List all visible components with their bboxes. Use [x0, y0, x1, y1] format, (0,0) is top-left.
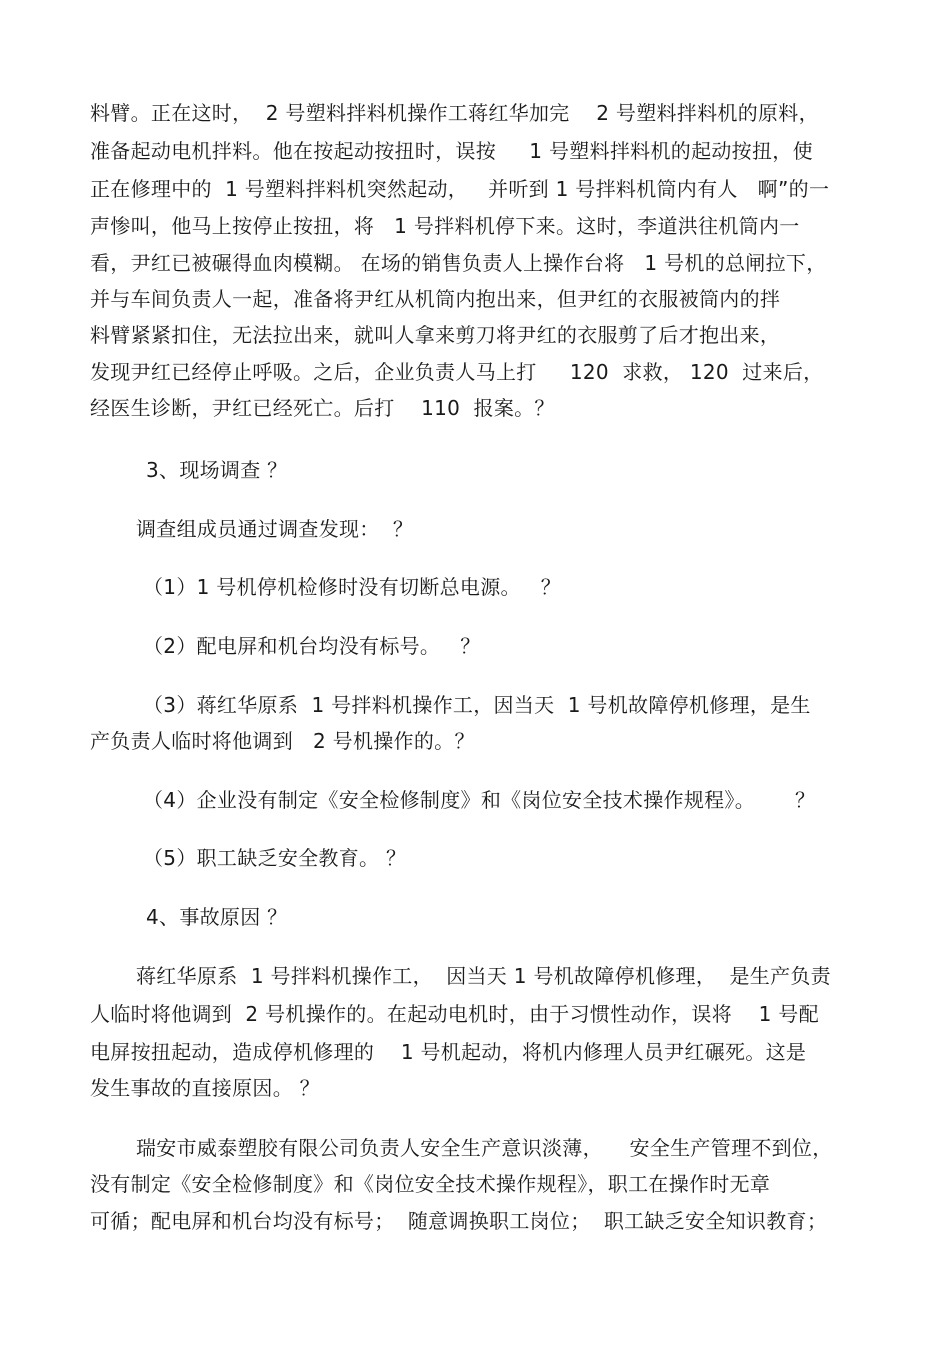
- text-line: 蒋红华原系 1 号拌料机操作工， 因当天 1 号机故障停机修理， 是生产负责: [136, 964, 831, 988]
- text-line: 人临时将他调到 2 号机操作的。在起动电机时，由于习惯性动作，误将 1 号配: [90, 1002, 819, 1026]
- text-line: 料臂紧紧扣住，无法拉出来，就叫人拿来剪刀将尹红的衣服剪了后才抱出来，: [90, 323, 781, 347]
- text-line: 发现尹红已经停止呼吸。之后，企业负责人马上打 120 求救， 120 过来后，: [90, 360, 824, 384]
- section-heading: 3、现场调查 ？: [146, 458, 288, 482]
- text-line: 没有制定《安全检修制度》和《岗位安全技术操作规程》，职工在操作时无章: [90, 1172, 771, 1196]
- text-line: 声惨叫，他马上按停止按扭，将 1 号拌料机停下来。这时，李道洪往机筒内一: [90, 214, 800, 238]
- finding-item-continuation: 产负责人临时将他调到 2 号机操作的。？: [90, 729, 475, 753]
- finding-item: （2）配电屏和机台均没有标号。 ？: [143, 634, 481, 658]
- text-line: 准备起动电机拌料。他在按起动按扭时，误按 1 号塑料拌料机的起动按扭，使: [90, 139, 813, 163]
- finding-item: （4）企业没有制定《安全检修制度》和《岗位安全技术操作规程》。 ？: [143, 788, 816, 812]
- text-line: 料臂。正在这时， 2 号塑料拌料机操作工蒋红华加完 2 号塑料拌料机的原料，: [90, 101, 819, 125]
- text-line: 瑞安市威泰塑胶有限公司负责人安全生产意识淡薄， 安全生产管理不到位，: [136, 1136, 833, 1160]
- text-line: 经医生诊断，尹红已经死亡。后打 110 报案。？: [90, 396, 555, 420]
- text-line: 发生事故的直接原因。 ？: [90, 1076, 320, 1100]
- text-line: 正在修理中的 1 号塑料拌料机突然起动， 并听到 1 号拌料机筒内有人 啊”的一: [90, 177, 830, 201]
- finding-item: （1）1 号机停机检修时没有切断总电源。 ？: [143, 575, 562, 599]
- text-line: 看，尹红已被碾得血肉模糊。 在场的销售负责人上操作台将 1 号机的总闸拉下，: [90, 251, 827, 275]
- section-heading: 4、事故原因 ？: [146, 905, 288, 929]
- text-line: 并与车间负责人一起，准备将尹红从机筒内抱出来，但尹红的衣服被筒内的拌: [90, 287, 781, 311]
- section-intro: 调查组成员通过调查发现： ？: [136, 517, 414, 541]
- text-line: 可循；配电屏和机台均没有标号； 随意调换职工岗位； 职工缺乏安全知识教育；: [90, 1209, 828, 1233]
- text-line: 电屏按扭起动，造成停机修理的 1 号机起动，将机内修理人员尹红碾死。这是: [90, 1040, 807, 1064]
- finding-item: （3）蒋红华原系 1 号拌料机操作工，因当天 1 号机故障停机修理，是生: [143, 693, 811, 717]
- finding-item: （5）职工缺乏安全教育。 ？: [143, 846, 407, 870]
